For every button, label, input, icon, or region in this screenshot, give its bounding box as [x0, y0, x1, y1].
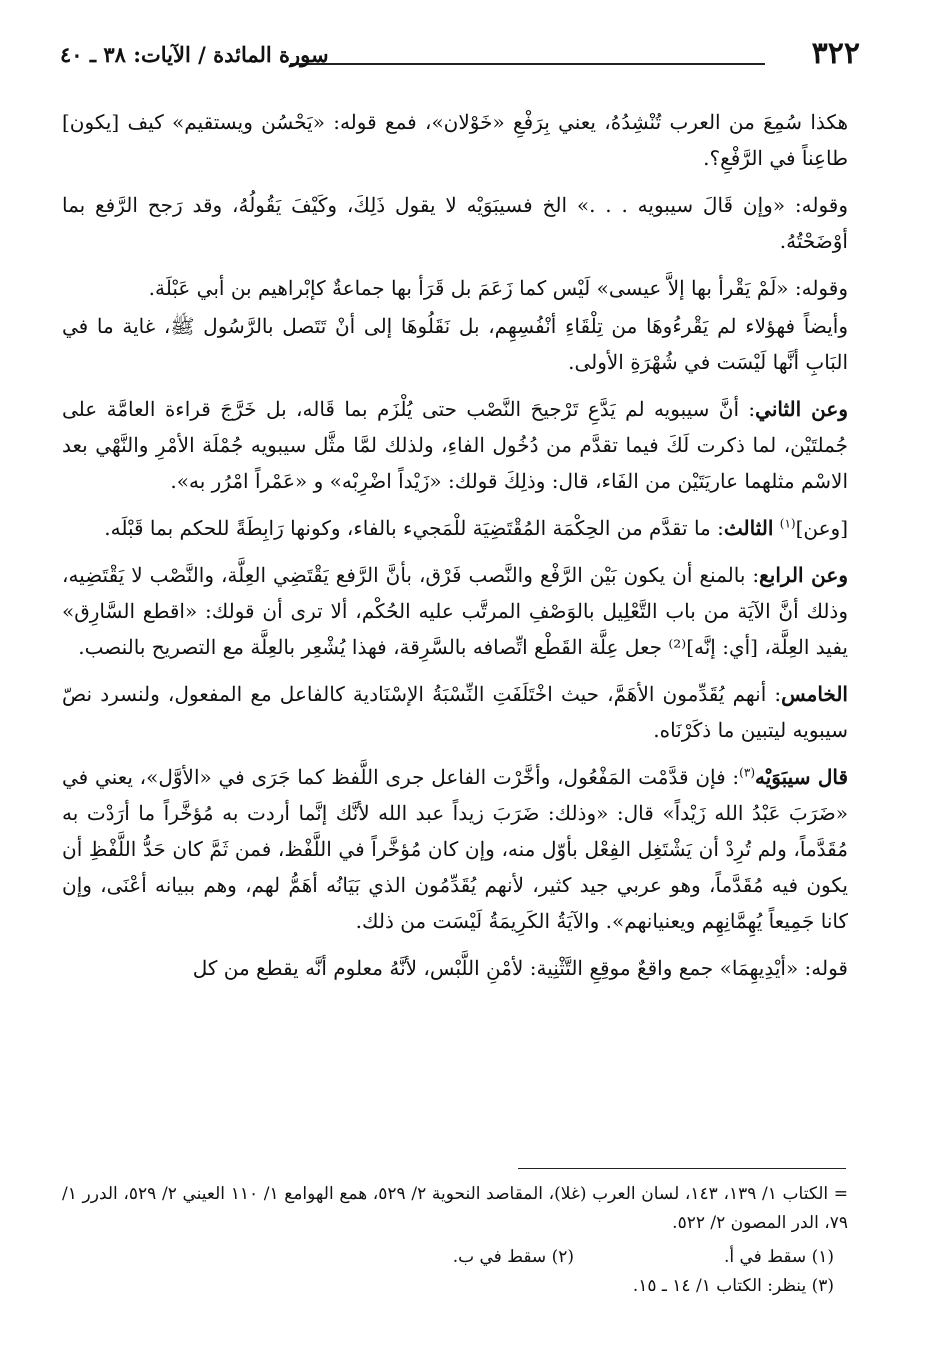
paragraph: قال سيبَوَيْه$^{(٣)}$: فإن قدَّمْت المَفْعُول، وأخَّرْت الفاعل جرى اللَّفظ كما جَرَى في «الأوَّل»، يعني في «ضَرَبَ عَبْدُ الله زَيْداً» قال: «وذلك: ضَرَبَ زيداً عبد الله لأنَّك إنَّما أردت به مُؤخَّراً ما أرَدْت به مُقَدَّماً، ولم تُرِدْ أن يَشْتَغِل الفِعْل بأوّل منه، وإن كان مُؤخَّراً في اللَّفْظ، فمن ثَمَّ كان حَدُّ اللَّفْظِ أن يكون فيه مُقَدَّماً، وهو عربي جيد كثير، لأنهم يُقَدِّمُون الذي بَيَانُه أهَمُّ لهم، وهم ببيانه أعْنَى، وإن كانا جَمِيعاً يُهِمَّانِهِم ويعنيانهم». والآيَةُ الكَرِيمَةُ لَيْسَت من ذلك. [62, 765, 848, 933]
footnote-ref: (٣) [739, 765, 755, 780]
footnote-row [62, 1243, 848, 1272]
footnotes [62, 1180, 848, 1301]
footnote-continued: = الكتاب ١/ ١٣٩، ١٤٣، لسان العرب (غلا)، المقاصد النحوية ٢/ ٥٢٩، همع الهوامع ١/ ١١٠ العيني ٢/ ٥٢٩، الدرر ١/ ٧٩، الدر المصون ٢/ ٥٢٢. [62, 1184, 849, 1233]
footnote-3: (٣) ينظر: الكتاب ١/ ١٤ ـ ١٥. [632, 1276, 834, 1296]
footnote-1: (١) سقط في أ. [723, 1247, 834, 1267]
paragraph: وعن الثاني: أنَّ سيبويه لم يَدَّعِ تَرْجيحَ النَّصْب حتى يُلْزَم بما قَاله، بل خَرَّجَ قراءة العامَّة على جُملتَيْن، لما ذكرت لَكَ فيما تقدَّم من دُخُول الفاءِ، ولذلك لمَّا مثَّل سيبويه جُمْلَة الأمْرِ والنَّهْي بعد الاسْم مثلهما عاريَتَيْن من الفَاء، قال: وذلِكَ قولك: «زَيْداً اضْرِبْه» و «عَمْراً امْرُر به». [62, 397, 848, 493]
paragraph-keyword: وعن الثاني [755, 397, 848, 421]
paragraph: هكذا سُمِعَ من العرب تُنْشِدُهُ، يعني بِرَفْعِ «خَوْلان»، فمع قوله: «يَحْسُن ويستقيم» كيف [يكون] طاعِناً في الرَّفْعِ؟. [62, 110, 848, 170]
paragraph: قوله: «أيْدِيهِمَا» جمع واقعٌ موقِعِ التَّثْنِية: لأمْنِ اللَّبْس، لأنَّهُ معلوم أنَّه يقطع من كل [192, 956, 848, 980]
running-title: سورة المائدة / الآيات: ٣٨ ـ ٤٠ [60, 42, 329, 67]
paragraph: الخامس: أنهم يُقَدِّمون الأهَمَّ، حيث اخْتَلَفَتِ النِّسْبَةُ الإسْنَادية كالفاعل مع المفعول، ولنسرد نصّ سيبويه ليتبين ما ذكَرْنَاه. [62, 682, 848, 742]
footnote-ref: (١) [779, 516, 796, 531]
paragraph: وعن الرابع: بالمنع أن يكون بَيْن الرَّفْع والنَّصب فَرْق، بأنَّ الرَّفع يَقْتَضِي العِلَّة، والنَّصْب لا يَقْتَضِيه، وذلك أنَّ الآيَة من باب التَّعْلِيل بالوَصْفِ المرتَّب عليه الحُكْم، ألا ترى أن قولك: «اقطع السَّارِق» يفيد العِلَّة، [أي: إنَّه]⁽²⁾ جعل عِلَّة القَطْع اتِّصافه بالسَّرِقة، فهذا يُشْعِر بالعِلَّة مع التصريح بالنصب. [62, 563, 848, 659]
main-text [62, 104, 848, 997]
paragraph-keyword: قال سيبَوَيْه [755, 765, 848, 789]
paragraph: وقوله: «وإن قَالَ سيبويه . . .» الخ فسيبَوَيْه لا يقول ذَلِكَ، وكَيْفَ يَقُولُهُ، وقد رَجح الرَّفع بما أوْضَحْتُهُ. [62, 193, 848, 253]
footnote-rule [518, 1168, 846, 1169]
paragraph: وقوله: «لَمْ يَقْرأ بها إلاَّ عيسى» لَيْس كما زَعَمَ بل قَرَأ بها جماعةٌ كإبْراهيم بن أبي عَبْلَة. [148, 276, 848, 300]
paragraph: وأيضاً فهؤلاء لم يَقْرءُوهَا من تِلْقَاءِ أنْفُسِهِم، بل نَقَلُوهَا إلى أنْ تَتَصل بالرَّسُول ﷺ، غاية ما في البَابِ أنَّها لَيْسَت في شُهْرَةِ الأولى. [62, 314, 848, 374]
paragraph-keyword: الخامس [781, 682, 848, 706]
page-header [60, 34, 860, 74]
header-rule [290, 63, 765, 65]
footnote-2: (٢) سقط في ب. [452, 1247, 574, 1267]
paragraph-keyword: وعن الرابع [759, 563, 848, 587]
paragraph-keyword: الثالث [723, 516, 774, 540]
paragraph: [وعن]$^{(١)}$ الثالث: ما تقدَّم من الحِكْمَة المُقْتَضِيَة للْمَجيء بالفاء، وكونها رَابِطَةً للحكم بما قَبْلَه. [104, 516, 848, 540]
footnote-row [62, 1272, 848, 1301]
page-number: ٣٢٢ [811, 36, 860, 71]
